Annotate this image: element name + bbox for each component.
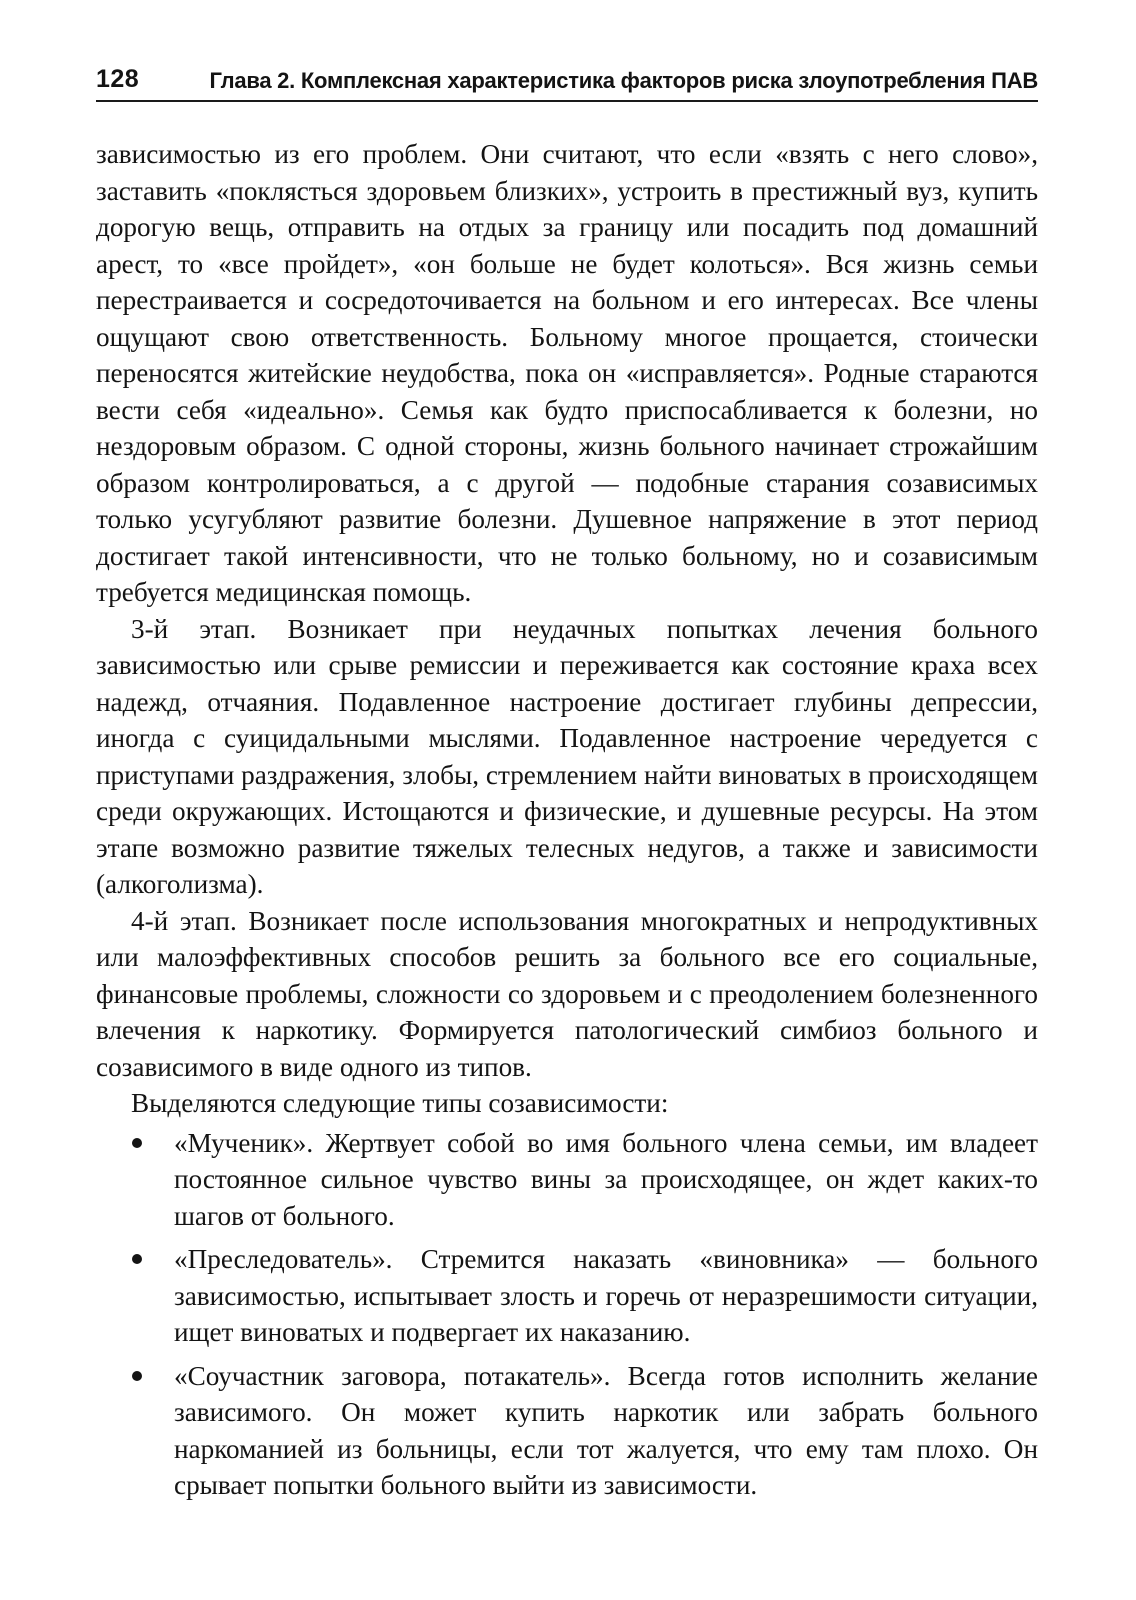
page-number: 128 [96,65,140,93]
bullet-icon [132,1371,142,1381]
bullet-icon [132,1138,142,1148]
codependency-types-list [96,1125,1038,1504]
bullet-icon [132,1254,142,1264]
list-item [96,1125,1038,1235]
paragraph-continuation: зависимостью из его проблем. Они считают, что если «взять с него слово», заставить «поклясться здоровьем близких», устроить в престижный вуз, купить дорогую вещь, отправить на отдых за границу или посадить под домашний арест, то «все пройдет», «он больше не будет колоться». Вся жизнь семьи перестраивается и сосредоточивается на больном и его интересах. Все члены ощущают свою ответственность. Больному многое прощается, стоически переносятся житейские неудобства, пока он «исправляется». Родные стараются вести себя «идеально». Семья как будто приспосабливается к болезни, но нездоровым образом. С одной стороны, жизнь больного начинает строжайшим образом контролироваться, а с другой — подобные старания созависимых только усугубляют развитие болезни. Душевное напряжение в этот период достигает такой интенсивности, что не только больному, но и созависимым требуется медицинская помощь. [96,139,1038,607]
page-body [96,136,1038,1511]
list-item-text: «Преследователь». Стремится наказать «виновника» — больного зависимостью, испытывает злость и горечь от неразрешимости ситуации, ищет виноватых и подвергает их наказанию. [174,1244,1038,1347]
list-item-text: «Мученик». Жертвует собой во имя больного члена семьи, им владеет постоянное сильное чувство вины за происходящее, он ждет каких-то шагов от больного. [174,1127,1038,1231]
paragraph-stage-4: 4-й этап. Возникает после использования многократных и непродуктивных или малоэффективных способов решить за больного все его социальные, финансовые проблемы, сложности со здоровьем и с преодолением болезненного влечения к наркотику. Формируется патологический симбиоз больного и созависимого в виде одного из типов. [96,905,1038,1082]
list-item [96,1241,1038,1351]
list-intro: Выделяются следующие типы созависимости: [131,1088,669,1118]
list-item-text: «Соучастник заговора, потакатель». Всегда готов исполнить желание зависимого. Он может купить наркотик или забрать больного наркоманией из больницы, если тот жалуется, что ему там плохо. Он срывает попытки больного выйти из зависимости. [174,1360,1038,1500]
list-item [96,1358,1038,1504]
page-header [96,62,1038,102]
paragraph-stage-3: 3-й этап. Возникает при неудачных попытках лечения больного зависимостью или срыве ремиссии и переживается как состояние краха всех надежд, отчаяния. Подавленное настроение достигает глубины депрессии, иногда с суицидальными мыслями. Подавленное настроение чередуется с приступами раздражения, злобы, стремлением найти виноватых в происходящем среди окружающих. Истощаются и физические, и душевные ресурсы. На этом этапе возможно развитие тяжелых телесных недугов, а также и зависимости (алкоголизма). [96,613,1038,899]
running-title: Глава 2. Комплексная характеристика факторов риска злоупотребления ПАВ [209,68,1038,93]
